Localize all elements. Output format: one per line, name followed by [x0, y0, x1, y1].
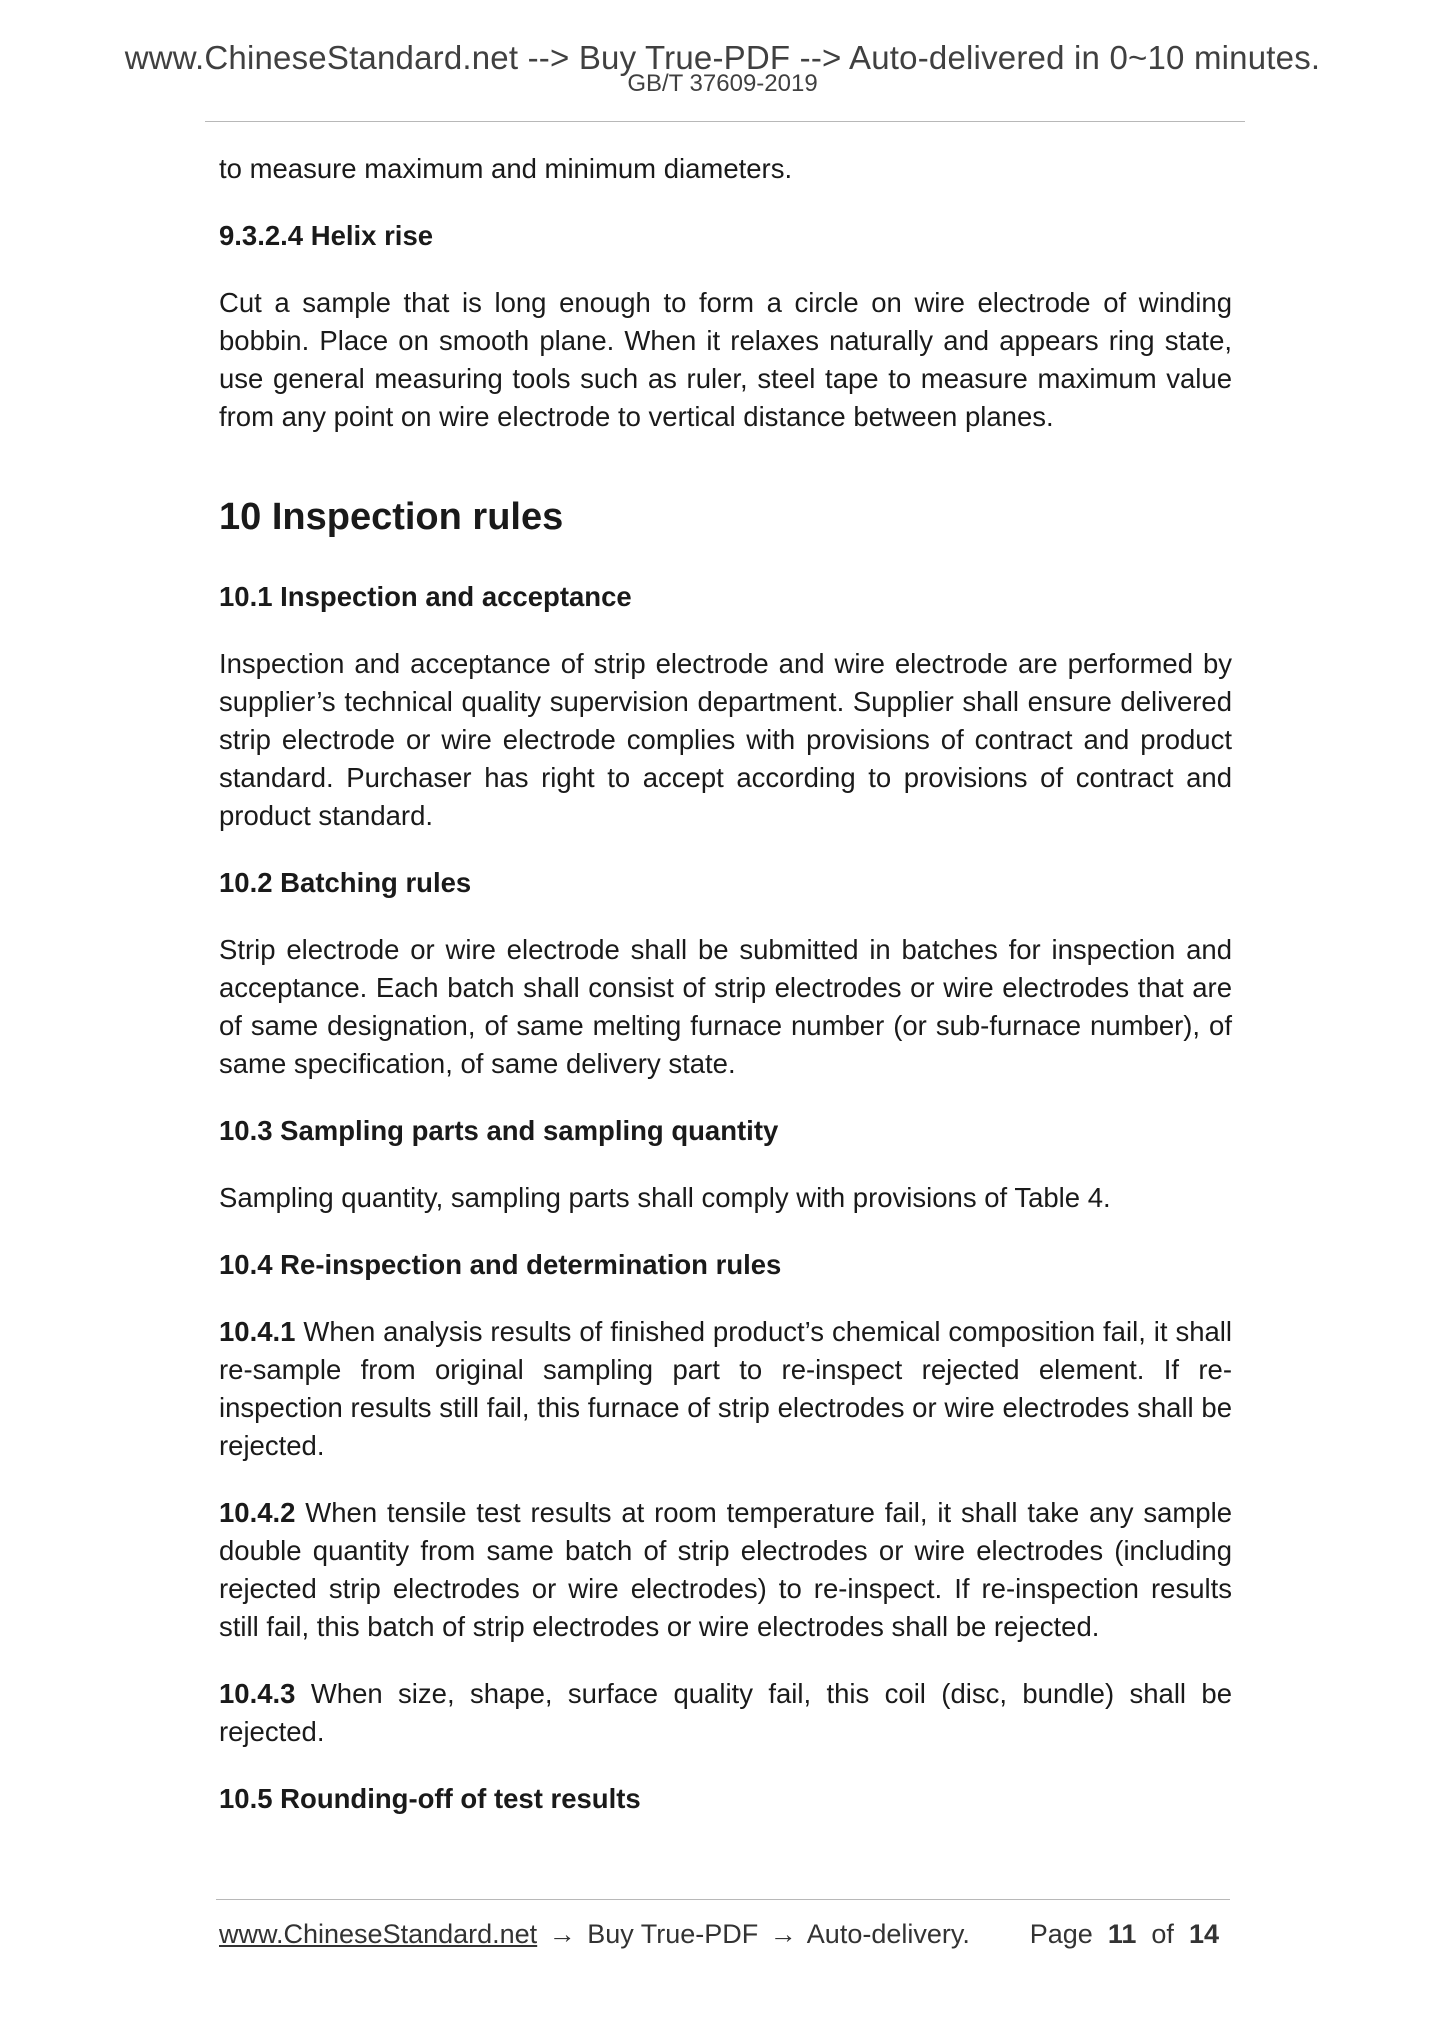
standard-code: GB/T 37609-2019	[627, 70, 818, 97]
page-current: 11	[1107, 1919, 1137, 1949]
clause-text: When analysis results of finished product’s chemical composition fail, it shall re-sample from original sampling part to re-inspect rejected element. If re-inspection results still fail, this furnace of strip electrodes or wire electrodes shall be rejected.	[219, 1316, 1232, 1461]
clause-number: 10.4.1	[219, 1316, 296, 1347]
page-footer	[219, 1916, 1229, 1952]
footer-delivery-text: Auto-delivery.	[806, 1919, 970, 1949]
page-total: 14	[1188, 1919, 1219, 1949]
clause-10-4-3	[219, 1675, 1232, 1751]
page-label: Page	[1029, 1919, 1093, 1949]
page-indicator	[1030, 1916, 1219, 1952]
page-of-label: of	[1151, 1919, 1174, 1949]
clause-text: When tensile test results at room temperature fail, it shall take any sample double quantity from same batch of strip electrodes or wire electrodes (including rejected strip electrodes or wire electrodes) to re-inspect. If re-inspection results still fail, this batch of strip electrodes or wire electrodes shall be rejected.	[219, 1497, 1232, 1642]
footer-buy-text: Buy True-PDF	[587, 1919, 759, 1949]
clause-10-4-1	[219, 1313, 1232, 1465]
section-heading-10-4: 10.4 Re-inspection and determination rules	[219, 1249, 782, 1280]
footer-divider	[216, 1899, 1230, 1900]
section-text-10-3: Sampling quantity, sampling parts shall comply with provisions of Table 4.	[219, 1182, 1111, 1213]
section-text-10-2: Strip electrode or wire electrode shall be submitted in batches for inspection and acceptance. Each batch shall consist of strip electrodes or wire electrodes that are of same designation, of same melting furnace number (or sub-furnace number), of same specification, of same delivery state.	[219, 934, 1232, 1079]
header-divider	[205, 121, 1245, 122]
clause-number: 10.4.2	[219, 1497, 296, 1528]
clause-text: When size, shape, surface quality fail, this coil (disc, bundle) shall be rejected.	[219, 1678, 1232, 1747]
clause-number: 10.4.3	[219, 1678, 296, 1709]
section-heading-10: 10 Inspection rules	[219, 496, 564, 538]
section-heading-10-5: 10.5 Rounding-off of test results	[219, 1783, 641, 1814]
section-heading-9-3-2-4: 9.3.2.4 Helix rise	[219, 220, 434, 251]
footer-site-link[interactable]: www.ChineseStandard.net	[219, 1919, 538, 1949]
arrow-right-icon: →	[548, 1919, 576, 1949]
continued-paragraph: to measure maximum and minimum diameters.	[219, 153, 793, 184]
clause-10-4-2	[219, 1494, 1232, 1646]
arrow-right-icon: →	[769, 1919, 797, 1949]
document-body	[219, 150, 1232, 1847]
section-heading-10-2: 10.2 Batching rules	[219, 867, 472, 898]
section-text-9-3-2-4: Cut a sample that is long enough to form a circle on wire electrode of winding bobbin. Place on smooth plane. When it relaxes naturally and appears ring state, use general measuring tools such as ruler, steel tape to measure maximum value from any point on wire electrode to vertical distance between planes.	[219, 287, 1232, 432]
header-banner: www.ChineseStandard.net --> Buy True-PDF --> Auto-delivered in 0~10 minutes.	[124, 39, 1321, 76]
section-heading-10-1: 10.1 Inspection and acceptance	[219, 581, 632, 612]
section-text-10-1: Inspection and acceptance of strip electrode and wire electrode are performed by supplier’s technical quality supervision department. Supplier shall ensure delivered strip electrode or wire electrode complies with provisions of contract and product standard. Purchaser has right to accept according to provisions of contract and product standard.	[219, 648, 1232, 831]
section-heading-10-3: 10.3 Sampling parts and sampling quantity	[219, 1115, 779, 1146]
